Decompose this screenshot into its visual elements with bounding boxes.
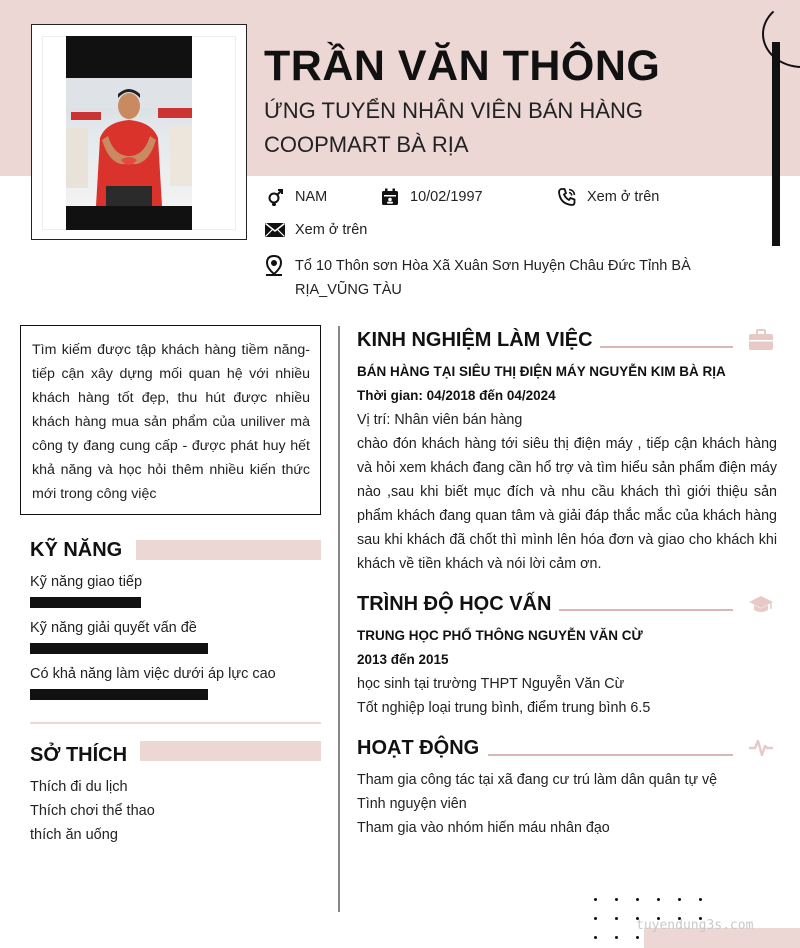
skill-label: Kỹ năng giao tiếp — [30, 574, 143, 590]
avatar — [66, 78, 192, 206]
hobby-item: Thích đi du lịch — [30, 779, 128, 795]
phone-icon — [556, 186, 578, 208]
watermark: tuyendung3s.com — [636, 918, 754, 933]
skill-label: Kỹ năng giải quyết vấn đề — [30, 620, 197, 636]
activity-item: Tham gia công tác tại xã đang cư trú làm dân quân tự vệ — [357, 772, 718, 788]
education-detail: học sinh tại trường THPT Nguyễn Văn Cừ — [357, 676, 625, 692]
gender-value: NAM — [295, 189, 328, 205]
calendar-icon — [379, 186, 401, 208]
gender-info — [264, 186, 327, 208]
address-value: Tổ 10 Thôn sơn Hòa Xã Xuân Sơn Huyện Châu Đức Tỉnh BÀ RỊA_VŨNG TÀU — [295, 258, 691, 298]
hobbies-heading-band — [140, 741, 321, 761]
phone-info — [556, 186, 659, 208]
career-objective: Tìm kiếm được tập khách hàng tiềm năng- tiếp cận xây dựng mối quan hệ với nhiều khách hàng tốt đẹp, thu hút được nhiều khách hàng mua sản phẩm của uniliver mà công ty đang cung cấp - được phát huy hết khả năng và học hỏi thêm nhiều kiến thức mới trong công việc — [20, 325, 321, 515]
activities-heading-line — [488, 754, 733, 756]
birthdate-value: 10/02/1997 — [410, 189, 483, 205]
skills-heading: KỸ NĂNG — [30, 539, 123, 561]
experience-heading: KINH NGHIỆM LÀM VIỆC — [357, 329, 593, 351]
experience-company: BÁN HÀNG TẠI SIÊU THỊ ĐIỆN MÁY NGUYỄN KIM BÀ RỊA — [357, 364, 726, 379]
column-divider — [338, 326, 340, 912]
address-info — [264, 254, 695, 302]
activity-item: Tham gia vào nhóm hiến máu nhân đạo — [357, 820, 610, 836]
education-period: 2013 đến 2015 — [357, 652, 449, 667]
location-pin-icon — [264, 255, 286, 277]
skill-label: Có khả năng làm việc dưới áp lực cao — [30, 666, 276, 682]
skill-level-bar — [30, 597, 141, 608]
skill-level-bar — [30, 689, 208, 700]
hobby-item: thích ăn uống — [30, 827, 118, 843]
education-school: TRUNG HỌC PHỔ THÔNG NGUYỄN VĂN CỪ — [357, 628, 643, 643]
birthdate-info — [379, 186, 483, 208]
skills-heading-band — [136, 540, 321, 560]
experience-position: Vị trí: Nhân viên bán hàng — [357, 412, 523, 428]
activity-item: Tình nguyện viên — [357, 796, 467, 812]
skill-level-bar — [30, 643, 208, 654]
envelope-icon — [264, 219, 286, 241]
graduation-cap-icon — [748, 593, 774, 615]
experience-description: chào đón khách hàng tới siêu thị điện máy , tiếp cận khách hàng và hỏi xem khách đang cần hổ trợ và tìm hiểu sản phẩm điện máy nào ,sau khi biết mục đích và nhu cầu khách thì giới thiệu sản phẩm khách đang quan tâm và giải đáp thắc mắc của khách hàng sau khi khách đã chốt thì mình lên hóa đơn và giao cho khách khi khách về tiền khách và nói lời cảm ơn. — [357, 436, 777, 572]
email-value: Xem ở trên — [295, 222, 368, 238]
job-title-line-1: ỨNG TUYỂN NHÂN VIÊN BÁN HÀNG — [264, 98, 643, 123]
gender-icon — [264, 186, 286, 208]
briefcase-icon — [748, 329, 774, 351]
section-divider — [30, 722, 321, 724]
experience-period: Thời gian: 04/2018 đến 04/2024 — [357, 388, 556, 403]
education-heading: TRÌNH ĐỘ HỌC VẤN — [357, 593, 552, 615]
email-info — [264, 219, 367, 241]
right-vertical-bar — [772, 42, 780, 246]
candidate-name: TRẦN VĂN THÔNG — [264, 42, 661, 90]
experience-heading-line — [600, 346, 733, 348]
hobby-item: Thích chơi thể thao — [30, 803, 155, 819]
heartbeat-icon — [748, 737, 774, 759]
education-detail: Tốt nghiệp loại trung bình, điểm trung bình 6.5 — [357, 700, 651, 716]
job-title-line-2: COOPMART BÀ RỊA — [264, 132, 469, 157]
phone-value: Xem ở trên — [587, 189, 660, 205]
activities-heading: HOẠT ĐỘNG — [357, 737, 480, 759]
hobbies-heading: SỞ THÍCH — [30, 744, 128, 766]
education-heading-line — [559, 609, 733, 611]
